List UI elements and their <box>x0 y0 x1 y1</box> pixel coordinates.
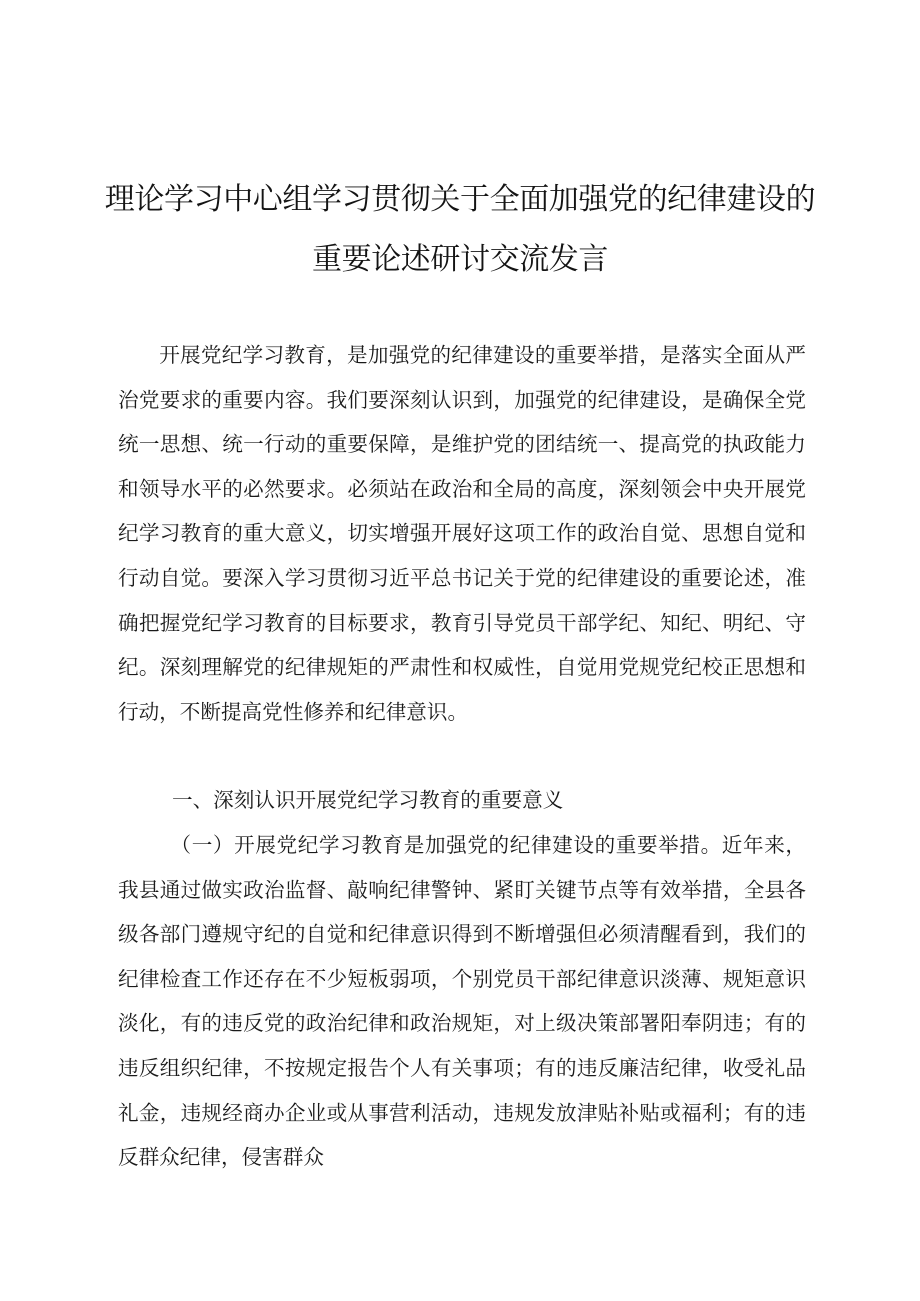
intro-paragraph: 开展党纪学习教育，是加强党的纪律建设的重要举措，是落实全面从严治党要求的重要内容。我们要深刻认识到，加强党的纪律建设，是确保全党统一思想、统一行动的重要保障，是维护党的团结统一、提高党的执政能力和领导水平的必然要求。必须站在政治和全局的高度，深刻领会中央开展党纪学习教育的重大意义，切实增强开展好这项工作的政治自觉、思想自觉和行动自觉。要深入学习贯彻习近平总书记关于党的纪律建设的重要论述，准确把握党纪学习教育的目标要求，教育引导党员干部学纪、知纪、明纪、守纪。深刻理解党的纪律规矩的严肃性和权威性，自觉用党规党纪校正思想和行动，不断提高党性修养和纪律意识。 <box>118 343 806 724</box>
document-title-line-1: 理论学习中心组学习贯彻关于全面加强党的纪律建设的 <box>104 182 816 217</box>
document-title-line-2: 重要论述研讨交流发言 <box>312 242 608 277</box>
subsection-1-paragraph: （一）开展党纪学习教育是加强党的纪律建设的重要举措。近年来，我县通过做实政治监督、敲响纪律警钟、紧盯关键节点等有效举措，全县各级各部门遵规守纪的自觉和纪律意识得到不断增强但必须清醒看到，我们的纪律检査工作还存在不少短板弱项，个别党员干部纪律意识淡薄、规矩意识淡化，有的违反党的政治纪律和政治规矩，对上级决策部署阳奉阴违；有的违反组织纪律，不按规定报告个人有关事项；有的违反廉洁纪律，收受礼品礼金，违规经商办企业或从事营利活动，违规发放津贴补贴或福利；有的违反群众纪律，侵害群众 <box>118 833 806 1170</box>
section-1-heading: 一、深刻认识开展党纪学习教育的重要意义 <box>172 788 564 812</box>
